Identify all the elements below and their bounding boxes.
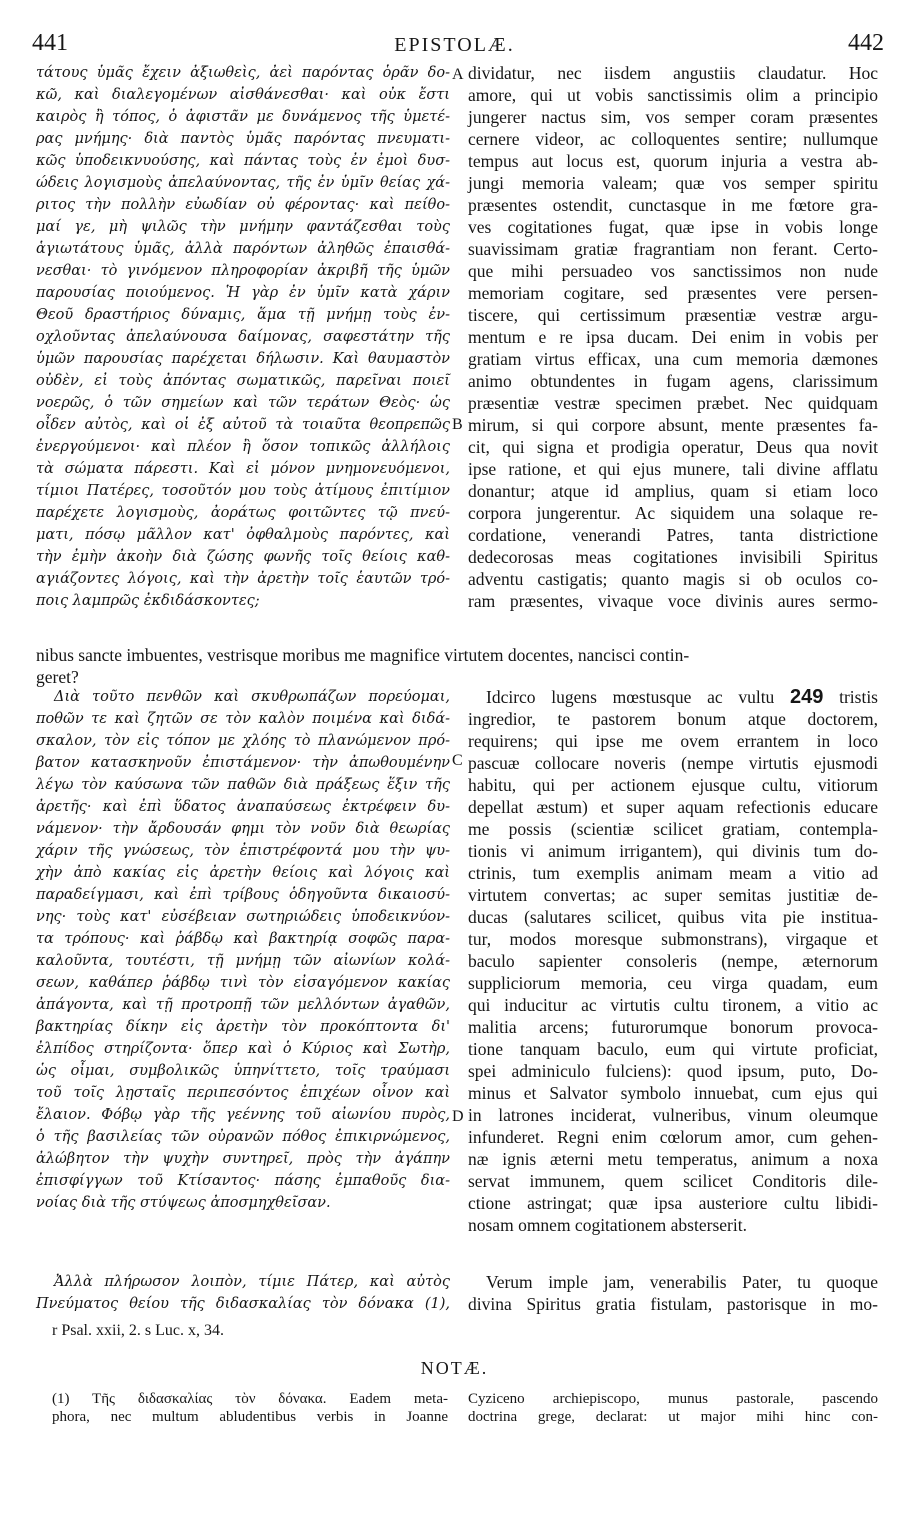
text-line: ves cogitationes fugat, quæ ipse in vobis longe: [468, 217, 878, 237]
text-line: suppliciorum memoria, ceu virga quadam, eum: [468, 973, 878, 993]
text-line: tur, modos moresque submonstrans), virgaque et: [468, 929, 878, 949]
text-line: Ἀλλὰ πλήρωσον λοιπὸν, τίμιε Πάτερ, καὶ αὐτὸς: [54, 1274, 450, 1290]
greek-column-end: [36, 1271, 450, 1315]
note-line: (1) Τῆς διδασκαλίας τὸν δόνακα. Eadem meta-: [52, 1391, 448, 1407]
text-line: ὑμῶν παρουσίας παρέχεται δήλωσιν. Καὶ θαυμαστὸν: [36, 351, 450, 367]
text-line: corpora jungerentur. Ac siquidem una solaque re-: [468, 503, 878, 523]
text-line: jungerer nactus sim, vos semper coram præsentes: [468, 107, 878, 127]
text-line: ἐπισφίγγων τοῦ Κτίσαντος· πάσης ἐμπαθοῦς δια-: [36, 1173, 450, 1189]
text-line: jungi memoria valeam; quæ vos semper spiritu: [468, 173, 878, 193]
text-line: ἐλπίδος στηρίζοντα· ὅπερ καὶ ὁ Κύριος καὶ Σωτὴρ,: [36, 1041, 450, 1057]
text-line: minus et Salvator symbolo innuebat, cum ejus qui: [468, 1083, 878, 1103]
text-line: νεσθαι· τὸ γινόμενον πληροφορίαν ἀκριβῆ τῆς ὑμῶν: [36, 263, 450, 279]
text-line: ἀπάγοντα, καὶ τῇ προτροπῇ τῶν μελλόντων ἀγαθῶν,: [36, 997, 450, 1013]
text-line: τάτους ὑμᾶς ἔχειν ἀξιωθεὶς, ἀεὶ παρόντας ὁρᾶν δο-: [36, 65, 450, 81]
margin-letter-d: D: [452, 1108, 464, 1125]
text-line: nibus sancte imbuentes, vestrisque moribus me magnifice virtutem docentes, nancisci contin-: [36, 645, 690, 665]
text-line: næ ignis æterni metu temperatus, animum a noxa: [468, 1149, 878, 1169]
text-line: ingredior, te pastorem bonum atque doctorem,: [468, 709, 878, 729]
text-line: ὡς οἶμαι, συμβολικῶς ὑπηνίττετο, τοῖς τραύμασι: [36, 1063, 450, 1079]
margin-letter-c: C: [452, 752, 463, 769]
text-line: cit, qui signa et prodigia operatur, Deus qua novit: [468, 437, 878, 457]
text-line: tempus aut locus est, quorum injuria a vestra ab-: [468, 151, 878, 171]
text-line: cernere videor, ac colloquentes sentire; nullumque: [468, 129, 878, 149]
text-line: ἀρετῆς· καὶ ἐπὶ ὕδατος ἀναπαύσεως ἐκτρέφειν δυ-: [36, 799, 450, 815]
text-line: animo obtundentes in fugam agens, clarissimum: [468, 371, 878, 391]
text-line: servat immunem, quem scilicet Conditoris dile-: [468, 1171, 878, 1191]
text-line: virtutem convertas; ac super semitas justitiæ de-: [468, 885, 878, 905]
text-line: νης· τοὺς κατ' εὐσέβειαν σωτηριώδεις ὑποδεικνύον-: [36, 909, 450, 925]
text-line: σκαλον, τὸν εἰς τόπον με χλόης τὸ πλανώμενον πρό-: [36, 733, 450, 749]
margin-letter-a: A: [452, 66, 464, 83]
text-line: ρας μνήμης· διὰ παντὸς ὑμᾶς παρόντας πνευματι-: [36, 131, 450, 147]
text-line: ώδεις λογισμοὺς ἀπελαύνοντας, τῆς ἐν ὑμῖν θείας χά-: [36, 175, 450, 191]
running-title: EPISTOLÆ.: [394, 34, 515, 56]
text-line: Θεοῦ δραστήριος δύναμις, ἅμα τῇ μνήμῃ τοὺς ἐν-: [36, 307, 450, 323]
text-line: Verum imple jam, venerabilis Pater, tu quoque: [486, 1272, 878, 1292]
text-line: Πνεύματος θείου τῆς διδασκαλίας τὸν δόνακα (1),: [36, 1296, 450, 1312]
text-line: ἁγιωτάτους ὑμᾶς, ἀλλὰ παρόντων ἀληθῶς ἐπαισθά-: [36, 241, 450, 257]
text-line: dividatur, nec iisdem angustiis claudatur. Hoc: [468, 63, 878, 83]
text-line: infunderet. Regni enim cœlorum amor, cum gehen-: [468, 1127, 878, 1147]
text-line: Διὰ τοῦτο πενθῶν καὶ σκυθρωπάζων πορεύομαι,: [54, 689, 450, 705]
text-line: in latrones inciderat, vulneribus, vinum oleumque: [468, 1105, 878, 1125]
text-fragment: Idcirco lugens mœstusque ac vultu: [486, 687, 791, 707]
text-line: tione tanquam baculo, eum qui virtute proficiat,: [468, 1039, 878, 1059]
margin-letter-b: B: [452, 416, 463, 433]
text-line: baculo sapienter consoleris (nempe, æternorum: [468, 951, 878, 971]
latin-column-top: [468, 62, 878, 612]
text-line: præsentiæ vestræ specimen præbet. Nec quidquam: [468, 393, 878, 413]
text-line: me possis (scientiæ scilicet gratiam, contempla-: [468, 819, 878, 839]
text-line: suavissimam gratiæ fragrantiam non ferant. Certo-: [468, 239, 878, 259]
text-line: ctrinis, tum exemplis animam meam a vitio ad: [468, 863, 878, 883]
text-line: donantur; atque id amplius, quam si etiam loco: [468, 481, 878, 501]
note-line: phora, nec multum abludentibus verbis in Joanne: [52, 1409, 448, 1425]
text-line: νοερῶς, ὁ τῶν σημείων καὶ τῶν τεράτων Θεὸς· ὡς: [36, 395, 450, 411]
text-line: [468, 686, 878, 708]
text-line: μαί γε, μὴ ψιλῶς τὴν μνήμην φαντάζεσθαι τοὺς: [36, 219, 450, 235]
text-line: κῶ, καὶ διαλεγομένων αἰσθάνεσθαι· καὶ οὐκ ἔστι: [36, 87, 450, 103]
text-line: divina Spiritus gratia fistulam, pastorisque in mo-: [468, 1294, 878, 1314]
footnotes: r Psal. xxii, 2. s Luc. x, 34.: [52, 1322, 224, 1339]
text-line: ποθῶν τε καὶ ζητῶν σε τὸν καλὸν ποιμένα καὶ διδά-: [36, 711, 450, 727]
text-line: τὰ σώματα πάρεστι. Καὶ εἰ μόνον μνημονευόμενοι,: [36, 461, 450, 477]
text-line: adventu castigatis; quanto magis si ob oculos co-: [468, 569, 878, 589]
text-line: χάριν τῆς γνώσεως, τὸν ἐπιστρέφοντά μου τὴν ψυ-: [36, 843, 450, 859]
text-line: tionis vi animum irrigantem), qui divinis tum do-: [468, 841, 878, 861]
text-line: σεων, καθάπερ ῥάβδῳ τινὶ τὸν εἰσαγόμενον κακίας: [36, 975, 450, 991]
text-line: ctione astringat; quæ ipsa austeriore cultu libidi-: [468, 1193, 878, 1213]
text-line: οἶδεν αὐτὸς, καὶ οἱ ἐξ αὐτοῦ τὰ τοιαῦτα θεοπρεπῶς: [36, 417, 450, 433]
text-line: τίμιοι Πατέρες, τοσοῦτόν μου τοὺς ἀτίμους ἐπιτίμιον: [36, 483, 450, 499]
text-line: mentum e re ipsa ducam. Dei enim in vobis per: [468, 327, 878, 347]
text-line: ducas (salutares scilicet, quibus vita pie institua-: [468, 907, 878, 927]
text-line: νάμενον· τὴν ἄρδουσάν φημι τὸν νοῦν διὰ θεωρίας: [36, 821, 450, 837]
latin-continuation: [36, 644, 690, 688]
text-line: spei adminiculo fulciens): quod ipsum, puto, Do-: [468, 1061, 878, 1081]
greek-column-top: [36, 62, 450, 612]
text-line: tiscere, qui certissimum præsentiæ vestræ argu-: [468, 305, 878, 325]
text-line: cordatione, venerandi Patres, tanta districtione: [468, 525, 878, 545]
text-line: ἐνεργούμενοι· καὶ πλέον ἢ ὅσον τοπικῶς ἀλλήλοις: [36, 439, 450, 455]
text-line: οὐδὲν, εἰ τοὺς ἀπόντας σωματικῶς, παρεῖναι ποιεῖ: [36, 373, 450, 389]
text-line: que mihi persuadeo vos sanctissimos non nude: [468, 261, 878, 281]
notes-left-column: [52, 1390, 448, 1426]
text-line: depellat æstum) et super aquam refectionis educare: [468, 797, 878, 817]
latin-column-end: [468, 1271, 878, 1315]
page-header: [0, 30, 909, 60]
text-line: ἔλαιον. Φόβῳ γὰρ τῆς γεέννης τοῦ αἰωνίου πυρὸς,: [36, 1107, 450, 1123]
text-line: κῶς ὑποδεικνυούσης, καὶ πάντας τοὺς ἐν ἐμοὶ δυσ-: [36, 153, 450, 169]
text-line: αγιάζοντες λόγοις, καὶ τὴν ἀρετὴν τοῖς ἑαυτῶν τρό-: [36, 571, 450, 587]
text-line: τὴν ἐμὴν ἀκοὴν διὰ ζώσης φωνῆς τοῖς θείοις καθ-: [36, 549, 450, 565]
text-line: geret?: [36, 667, 79, 687]
text-line: τοῦ τοῖς λῃσταῖς περιπεσόντος ἐπιχέων οἶνον καὶ: [36, 1085, 450, 1101]
text-line: ὁ τῆς βασιλείας τῶν οὐρανῶν πόθος ἐπικιρνώμενος,: [36, 1129, 450, 1145]
note-line: Cyziceno archiepiscopo, munus pastorale, pascendo: [468, 1391, 878, 1407]
text-line: νοίας διὰ τῆς στύψεως ἀποσμηχθεῖσαν.: [36, 1195, 331, 1211]
text-line: λέγω τὸν καύσωνα τῶν παθῶν διὰ πράξεως ἕξιν τῆς: [36, 777, 450, 793]
text-line: nosam omnem cogitationem absterserit.: [468, 1215, 747, 1235]
text-line: dedecorosas meas cogitationes invisibili Spiritus: [468, 547, 878, 567]
notes-title: NOTÆ.: [420, 1358, 489, 1378]
text-line: ματι, πόσῳ μᾶλλον κατ' ὀφθαλμοὺς παρόντες, καὶ: [36, 527, 450, 543]
text-line: παραδείγμασι, καὶ ἐπὶ τρίβους ὁδηγοῦντα δικαιοσύ-: [36, 887, 450, 903]
text-line: ram præsentes, vivaque voce divinis aures sermo-: [468, 591, 878, 611]
latin-column-middle: [468, 686, 878, 1236]
text-line: παρέχετε λογισμοὺς, ἀοράτως φοιτῶντες τῷ πνεύ-: [36, 505, 450, 521]
text-line: ipse ratione, et qui ejus munere, tali divine afflatu: [468, 459, 878, 479]
text-line: mirum, si qui corpore absunt, mente præsentes fa-: [468, 415, 878, 435]
text-line: qui inducitur ac virtutis cultu tironem, a vitio ac: [468, 995, 878, 1015]
text-line: amore, qui ut vobis sanctissimis olim a principio: [468, 85, 878, 105]
text-line: habitu, qui per actionem ejusque cultu, vitiorum: [468, 775, 878, 795]
greek-column-middle: [36, 686, 450, 1214]
text-line: ἀλώβητον τὴν ψυχὴν συντηρεῖ, πρὸς τὴν ἀγάπην: [36, 1151, 450, 1167]
text-line: gratiam virtus efficax, una cum memoria dæmones: [468, 349, 878, 369]
text-line: βατον κατασκηνοῦν ἐπιστάμενον· τὴν ἀπωθουμένην: [36, 755, 450, 771]
page-number-right: 442: [848, 30, 884, 56]
text-line: οχλοῦντας ἀπελαύνουσα δαίμονας, σαφεστάτην τῆς: [36, 329, 450, 345]
text-line: requirens; qui ipse me ovem errantem in loco: [468, 731, 878, 751]
text-fragment: tristis: [823, 687, 878, 707]
text-line: ποις λαμπρῶς ἐκδιδάσκοντες;: [36, 593, 260, 609]
text-line: παρουσίας ποιούμενος. Ἡ γὰρ ἐν ὑμῖν κατὰ χάριν: [36, 285, 450, 301]
text-line: καιρὸς ἢ τόπος, ὁ ἀφιστᾶν με δυνάμενος τῆς ὑμετέ-: [36, 109, 450, 125]
text-line: pascuæ collocare noveris (nempe virtutis ejusmodi: [468, 753, 878, 773]
column-number: 249: [790, 686, 824, 708]
text-line: καλοῦντα, τουτέστι, τῇ μνήμῃ τῶν αἰωνίων κολά-: [36, 953, 450, 969]
notes-right-column: [468, 1390, 878, 1426]
text-line: βακτηρίας δίκην εἰς ἀρετὴν τὸν προκόπτοντα δι': [36, 1019, 450, 1035]
text-line: præsentes ostendit, cunctasque in me fœtore gra-: [468, 195, 878, 215]
text-line: χὴν ἀπὸ κακίας εἰς ἀρετὴν θείοις καὶ λόγοις καὶ: [36, 865, 450, 881]
note-line: doctrina grege, declarat: ut major mihi hinc con-: [468, 1409, 878, 1425]
text-line: malitia arcens; futurorumque bonorum provoca-: [468, 1017, 878, 1037]
text-line: memoriam cogitare, sed præsentes vere persen-: [468, 283, 878, 303]
text-line: τα τρόπους· καὶ ῥάβδῳ καὶ βακτηρίᾳ σοφῶς παρα-: [36, 931, 450, 947]
page-number-left: 441: [32, 30, 68, 56]
text-line: ριτος τὴν πολλὴν εὐωδίαν οὐ φέροντας· καὶ πείθο-: [36, 197, 450, 213]
